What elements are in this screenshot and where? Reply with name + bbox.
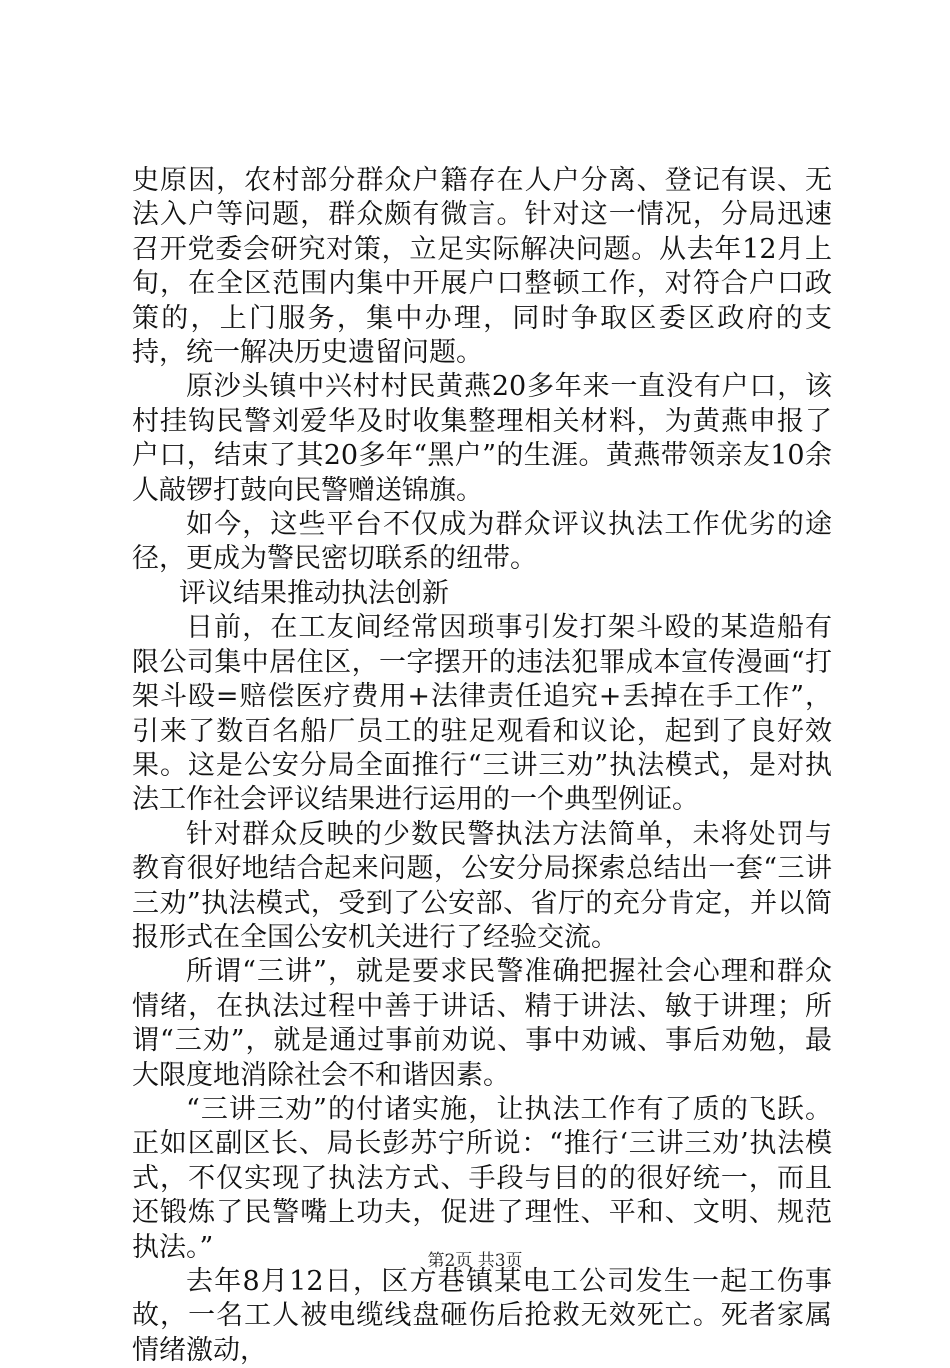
paragraph-6: 针对群众反映的少数民警执法方法简单，未将处罚与教育很好地结合起来问题，公安分局探索总结出一套“三讲三劝”执法模式，受到了公安部、省厅的充分肯定，并以简报形式在全国公安机关进行了经验交流。 [132, 818, 832, 953]
paragraph-2: 原沙头镇中兴村村民黄燕20多年来一直没有户口，该村挂钩民警刘爱华及时收集整理相关材料，为黄燕申报了户口，结束了其20多年“黑户”的生涯。黄燕带领亲友10余人敲锣打鼓向民警赠送锦旗。 [132, 371, 832, 506]
paragraph-9: 去年8月12日，区方巷镇某电工公司发生一起工伤事故，一名工人被电缆线盘砸伤后抢救无效死亡。死者家属情绪激动， [132, 1266, 832, 1366]
paragraph-1: 史原因，农村部分群众户籍存在人户分离、登记有误、无法入户等问题，群众颇有微言。针对这一情况，分局迅速召开党委会研究对策，立足实际解决问题。从去年12月上旬，在全区范围内集中开展户口整顿工作，对符合户口政策的，上门服务，集中办理，同时争取区委区政府的支持，统一解决历史遗留问题。 [132, 165, 832, 369]
paragraph-3: 如今，这些平台不仅成为群众评议执法工作优劣的途径，更成为警民密切联系的纽带。 [132, 509, 832, 575]
paragraph-5: 日前，在工友间经常因琐事引发打架斗殴的某造船有限公司集中居住区，一字摆开的违法犯罪成本宣传漫画“打架斗殴=赔偿医疗费用+法律责任追究+丢掉在手工作”，引来了数百名船厂员工的驻足观看和议论，起到了良好效果。这是公安分局全面推行“三讲三劝”执法模式，是对执法工作社会评议结果进行运用的一个典型例证。 [132, 612, 832, 816]
paragraph-8: “三讲三劝”的付诸实施，让执法工作有了质的飞跃。正如区副区长、局长彭苏宁所说：“推行‘三讲三劝’执法模式，不仅实现了执法方式、手段与目的的很好统一，而且还锻炼了民警嘴上功夫，促进了理性、平和、文明、规范执法。” [132, 1093, 832, 1263]
paragraph-7: 所谓“三讲”，就是要求民警准确把握社会心理和群众情绪，在执法过程中善于讲话、精于讲法、敏于讲理；所谓“三劝”，就是通过事前劝说、事中劝诫、事后劝勉，最大限度地消除社会不和谐因素。 [132, 956, 832, 1091]
page-footer: 第2页 共3页 [427, 1251, 523, 1271]
section-heading: 评议结果推动执法创新 [179, 577, 449, 609]
body-text [132, 164, 832, 1368]
